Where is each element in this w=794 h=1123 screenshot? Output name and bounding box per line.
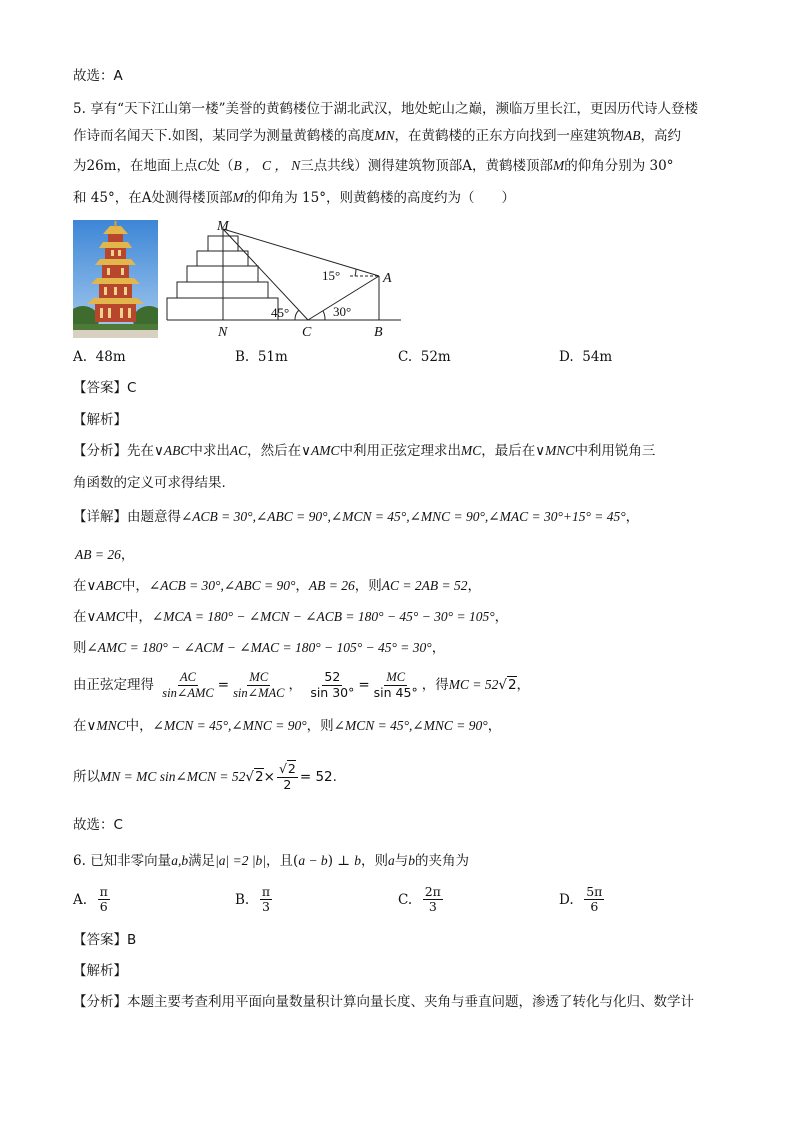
denominator: 6 (590, 899, 599, 915)
text: 本题主要考查利用平面向量数量积计算向量长度、夹角与垂直问题，渗透了转化与化归、数学计 (127, 994, 694, 1010)
math: ∨MNC (86, 718, 126, 733)
text: ，得 (421, 677, 449, 693)
option-value: 51m (257, 349, 288, 365)
segment-mc (223, 229, 308, 320)
var: MC (461, 443, 482, 458)
fraction (260, 885, 272, 915)
tower-outline (167, 236, 223, 320)
q5-fenxi-line2: 角函数的定义可求得结果. (73, 475, 226, 491)
answer-value: B (127, 932, 137, 948)
sqrt-radicand: 2 (507, 677, 517, 693)
text: 中， (125, 718, 153, 734)
fraction (584, 885, 604, 915)
answer-value: C (127, 380, 137, 396)
denominator: sin 30° (310, 684, 355, 700)
equals: = (358, 677, 370, 693)
q5-text: 作诗而名闻天下.如图，某同学为测量黄鹤楼的高度 (73, 128, 375, 144)
numerator: MC (249, 670, 269, 685)
q5-text: 为26m，在地面上点 (73, 158, 198, 174)
q5-detail-line3 (73, 576, 481, 596)
option-label: A. (73, 349, 88, 365)
denominator: sin∠AMC (162, 685, 214, 700)
q5-detail-line4 (73, 607, 508, 627)
fraction (308, 670, 356, 700)
option-label: B. (235, 349, 250, 365)
angle-15-label: 15° (322, 268, 341, 283)
triangle-amc: ∨AMC (301, 443, 340, 458)
fraction (372, 670, 420, 700)
text: 在 (73, 578, 87, 594)
numerator: π (99, 884, 108, 899)
text: 满足 (188, 853, 216, 869)
text: 在 (73, 718, 87, 734)
q6-option-b[interactable] (235, 885, 274, 915)
text: 与 (394, 853, 409, 869)
option-value: 52m (420, 349, 451, 365)
label-c: C (302, 325, 312, 340)
q6-option-d[interactable] (559, 885, 606, 915)
q5-text: 三点共线）测得建筑物顶部A，黄鹤楼顶部 (300, 158, 554, 174)
q6-analysis-tag: 【解析】 (73, 963, 127, 979)
math: AB = 26 (75, 547, 121, 562)
q5-option-a[interactable] (73, 349, 126, 365)
q6-number: 6. (73, 853, 86, 869)
label-a: A (383, 271, 392, 286)
q5-text: 的仰角分别为 30° (564, 158, 674, 174)
text: ，最后在 (481, 443, 536, 459)
numerator: AC (180, 670, 197, 685)
option-label: C. (398, 891, 413, 908)
q5-detail-line8: 所以MN = MC sin∠MCN = 52√2× $\frac{√2}{2}$ = 52. (73, 761, 337, 792)
math: ∠ACB = 30°,∠ABC = 90° (148, 578, 296, 593)
option-label: D. (559, 891, 574, 908)
q6-stem (73, 851, 469, 871)
denominator: 3 (261, 899, 270, 915)
previous-answer: 故选：A (73, 68, 123, 84)
angle-45-label: 45° (271, 305, 290, 320)
q5-text: 享有“天下江山第一楼”美誉的黄鹤楼位于湖北武汉，地处蛇山之巅，濒临万里长江，更因历代诗人登楼 (90, 101, 698, 117)
fraction (231, 670, 286, 700)
q5-stem-line4 (73, 188, 515, 208)
math: ∨ABC (86, 578, 122, 593)
equals: = (217, 677, 230, 693)
q5-var: B ， C ， N (233, 158, 301, 173)
vectors: a,b (171, 853, 189, 868)
q5-number: 5. (73, 101, 86, 117)
text: 由正弦定理得 (73, 677, 154, 693)
times: × (263, 769, 275, 785)
math: MN = MC sin∠MCN = 52 (100, 769, 246, 784)
q5-detail-line7 (73, 716, 501, 736)
answer-tag: 【答案】 (73, 380, 127, 395)
math: a (388, 853, 395, 868)
option-value: 54m (582, 349, 613, 365)
label-m: M (217, 219, 229, 234)
text: 中利用正弦定理求出 (339, 443, 462, 459)
q5-fenxi-line1 (73, 441, 655, 461)
text: ， (494, 609, 509, 625)
answer-tag: 【答案】 (73, 932, 127, 947)
q5-detail-line1 (73, 507, 639, 527)
q5-var: AB (624, 128, 641, 143)
text: ， (487, 718, 502, 734)
text: 的夹角为 (415, 853, 469, 869)
q5-var: C (197, 158, 207, 173)
text: 已知非零向量 (90, 853, 172, 869)
q5-text: ，在黄鹤楼的正东方向找到一座建筑物 (394, 128, 625, 144)
q5-option-d[interactable] (559, 349, 612, 365)
text: ) ⊥ (327, 853, 350, 869)
q5-var: M (553, 158, 565, 173)
text: 在 (73, 609, 87, 625)
q5-analysis-tag: 【解析】 (73, 412, 127, 428)
segment-ma (223, 229, 379, 276)
q5-detail-line2 (75, 545, 134, 565)
fenxi-tag: 【分析】 (73, 443, 127, 459)
q5-var: M (232, 190, 244, 205)
label-b: B (374, 325, 383, 340)
math: AB = 26 (308, 578, 355, 593)
label-n: N (218, 325, 228, 340)
triangle-mnc: ∨MNC (535, 443, 575, 458)
var: AC (229, 443, 248, 458)
numerator: 2π (424, 884, 441, 899)
denominator: sin∠MAC (233, 685, 285, 700)
q5-text: 处（ (206, 158, 234, 174)
text: ， (295, 578, 309, 594)
text: ， (516, 677, 531, 693)
angle-30-label: 30° (333, 304, 352, 319)
q5-option-b[interactable] (235, 349, 288, 365)
text: ，则 (361, 853, 388, 869)
q5-answer (73, 378, 136, 398)
q5-text: 的仰角为 15°，则黄鹤楼的高度约为（ ） (243, 190, 515, 206)
q5-final: 故选：C (73, 817, 123, 833)
math: ∨AMC (86, 609, 125, 624)
math: ∠MCN = 45°,∠MNC = 90° (333, 718, 488, 733)
q5-text: 和 45°，在A处测得楼顶部 (73, 190, 233, 206)
denominator: 3 (428, 899, 437, 915)
math: = 52 (299, 769, 333, 785)
numerator: π (261, 884, 271, 899)
fraction (160, 670, 215, 700)
math: b (408, 853, 415, 868)
geometry-diagram (165, 218, 410, 343)
text: 中， (124, 609, 152, 625)
numerator: MC (386, 670, 406, 685)
yellow-crane-tower-photo (73, 220, 158, 338)
fraction (98, 885, 110, 915)
numerator: √2 (278, 761, 296, 777)
math: b (354, 853, 361, 868)
text: ， (120, 547, 135, 563)
q5-stem-line2 (73, 126, 681, 146)
numerator: 5π (586, 884, 603, 899)
text: . (332, 769, 337, 785)
denominator: sin 45° (373, 684, 418, 700)
math: ∠AMC = 180° − ∠ACM − ∠MAC = 180° − 105° − 45° = 30° (86, 640, 432, 655)
numerator: 52 (324, 669, 341, 685)
condition: |a| =2 |b| (215, 853, 267, 868)
fraction (423, 885, 443, 915)
detail-tag: 【详解】 (73, 509, 127, 525)
text: 先在 (127, 443, 154, 459)
math: a − b (298, 853, 328, 868)
fenxi-tag: 【分析】 (73, 994, 127, 1010)
q5-var: MN (374, 128, 395, 143)
q5-detail-line6: 由正弦定理得 $\frac{AC}{\text{sin∠AMC}}$ = $\frac{MC}{\text{sin∠MAC}}$ ， $\frac{52}{\sin 30^\circ}$ = $\frac{MC}{\sin 45^\circ}$ ，得MC = 52√2， (73, 669, 531, 700)
q6-answer (73, 930, 136, 950)
math: MC = 52 (448, 677, 499, 692)
text: 由题意得 (127, 509, 181, 525)
option-label: A. (73, 891, 88, 908)
q5-stem-line3 (73, 156, 674, 176)
q5-detail-line5 (73, 638, 445, 658)
sqrt-radicand: 2 (255, 769, 264, 785)
text: 中， (121, 578, 149, 594)
math: AC = 2AB = 52 (381, 578, 468, 593)
math: ∠MCA = 180° − ∠MCN − ∠ACB = 180° − 45° − 30° = 105° (151, 609, 495, 624)
q6-option-c[interactable] (398, 885, 445, 915)
text: ，且( (266, 853, 299, 869)
text: 中利用锐角三 (574, 443, 656, 459)
text: ，然后在 (247, 443, 302, 459)
text: 所以 (73, 769, 100, 785)
text: ， (467, 578, 481, 594)
option-label: C. (398, 349, 413, 365)
q6-fenxi (73, 992, 694, 1012)
fraction (277, 762, 298, 792)
triangle-abc: ∨ABC (154, 443, 190, 458)
q6-option-a[interactable] (73, 885, 112, 915)
option-label: B. (235, 891, 250, 908)
option-value: 48m (95, 349, 126, 365)
text: 则 (73, 640, 87, 656)
math: ∠MCN = 45°,∠MNC = 90° (152, 718, 307, 733)
q5-option-c[interactable] (398, 349, 451, 365)
tower-outline-right (223, 236, 278, 320)
text: ， (431, 640, 446, 656)
text: 中求出 (189, 443, 230, 459)
q5-text: ，高约 (640, 128, 682, 144)
option-label: D. (559, 349, 574, 365)
q5-stem-line1 (73, 99, 698, 119)
text: ，则 (306, 718, 334, 734)
denominator: 2 (283, 776, 292, 792)
text: ，则 (354, 578, 382, 594)
text: ， (288, 677, 303, 693)
denominator: 6 (99, 899, 108, 915)
sqrt-radicand: 2 (287, 761, 296, 777)
math: ∠ACB = 30°,∠ABC = 90°,∠MCN = 45°,∠MNC = 90°,∠MAC = 30°+15° = 45° (181, 509, 626, 524)
text: ， (625, 509, 640, 525)
